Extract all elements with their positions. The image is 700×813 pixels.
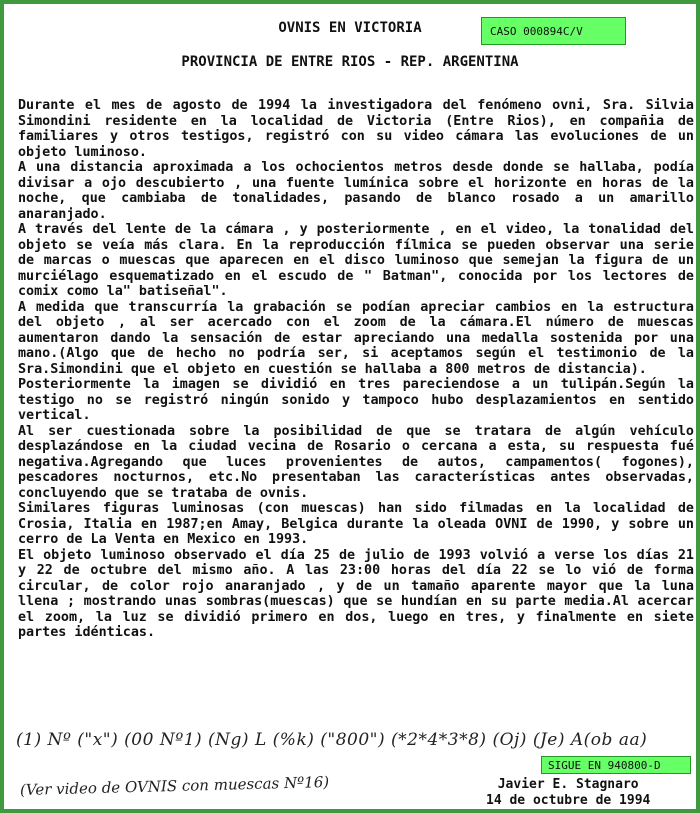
paragraph-7: Similares figuras luminosas (con muescas) han sido filmadas en la localidad de Crosia, Italia en 1987;en Amay, Belgica durante la oleada OVNI de 1990, y sobre un cerro de La Venta en Mexico en 1993. [18,501,694,547]
handwritten-video-note: (Ver video de OVNIS con muescas Nº16) [19,772,330,800]
paragraph-8: El objeto luminoso observado el día 25 de julio de 1993 volvió a verse los días 21 y 22 de octubre del mismo año. A las 23:00 horas del día 22 se lo vió de forma circular, de color rojo anaranjado , y de un tamaño aparente mayor que la luna llena ; mostrando unas sombras(muescas) que se hundían en su parte media.Al acercar el zoom, la luz se dividió primero en dos, luego en tres, y finalmente en siete partes idénticas. [18,547,694,640]
paragraph-4: A medida que transcurría la grabación se podían apreciar cambios en la estructura del objeto , al ser acercado con el zoom de la cámara.El número de muescas aumentaron dando la sensación de estar apreciando una medalla sostenida por una mano.(Algo que de hecho no podría ser, si aceptamos según el testimonio de la Sra.Simondini que el objeto en cuestión se hallaba a 800 metros de distancia). [18,299,694,377]
document-page [4,4,696,809]
case-number-stamp: CASO 000894C/V [481,17,626,45]
document-title: OVNIS EN VICTORIA [278,20,422,36]
paragraph-6: Al ser cuestionada sobre la posibilidad de que se tratara de algún vehículo desplazándose en la ciudad vecina de Rosario o cercana a esta, su respuesta fué negativa.Agregando que luces provenientes de autos, campamentos( fogones), pescadores nocturnos, etc.No presentaban las características antes observadas, concluyendo que se trataba de ovnis. [18,423,694,501]
document-subtitle: PROVINCIA DE ENTRE RIOS - REP. ARGENTINA [181,54,519,70]
handwritten-codes: (1) Nº ("x") (00 Nº1) (Ng) L (%k) ("800") (*2*4*3*8) (Oj) (Je) A(ob aa) [16,730,648,750]
document-date: 14 de octubre de 1994 [486,793,651,808]
author-name: Javier E. Stagnaro [497,777,639,792]
paragraph-2: A una distancia aproximada a los ochocientos metros desde donde se hallaba, podía divisar a ojo descubierto , una fuente lumínica sobre el horizonte en horas de la noche, que cambiaba de tonalidades, pasando de blanco rosado a un amarillo anaranjado. [18,160,694,222]
paragraph-3: A través del lente de la cámara , y posteriormente , en el video, la tonalidad del objeto se veía más clara. En la reproducción fílmica se pueden observar una serie de marcas o muescas que aparecen en el disco luminoso que semejan la figura de un murciélago esquematizado en el escudo de " Batman", conocida por los lectores de comix como la" batiseñal". [18,222,694,299]
signature-block [486,777,650,809]
continued-stamp: SIGUE EN 940800-D [541,756,691,774]
document-body [18,98,694,641]
paragraph-1: Durante el mes de agosto de 1994 la investigadora del fenómeno ovni, Sra. Silvia Simondini residente en la localidad de Victoria (Entre Rios), en compañia de familiares y otros testigos, registró con su video cámara las evoluciones de un objeto luminoso. [18,98,694,160]
paragraph-5: Posteriormente la imagen se dividió en tres pareciendose a un tulipán.Según la testigo no se registró ningún sonido y tampoco hubo desplazamientos en sentido vertical. [18,377,694,423]
